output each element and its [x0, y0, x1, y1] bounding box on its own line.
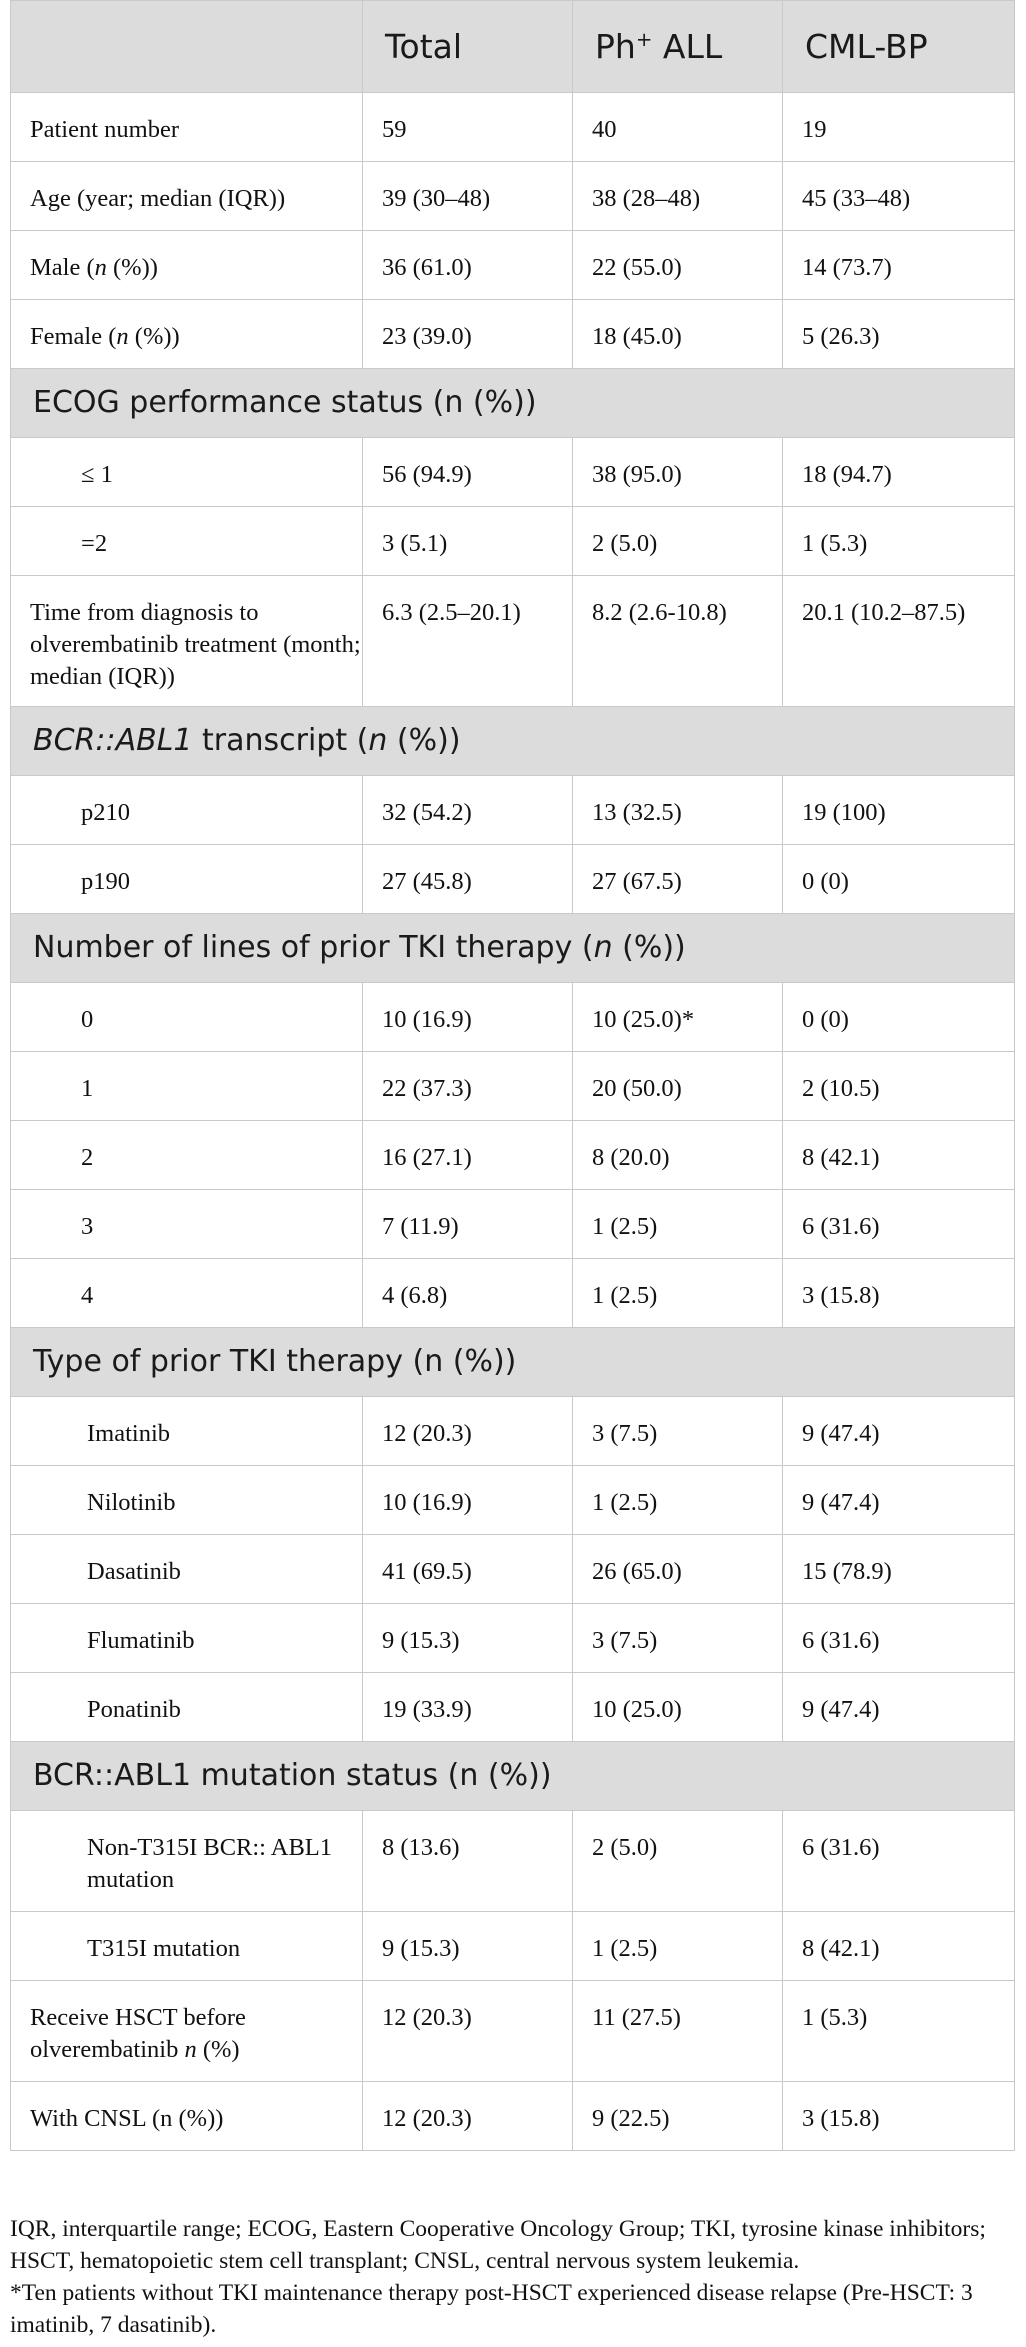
table-row: [11, 1466, 1015, 1535]
cell-ph: 8 (20.0): [573, 1121, 783, 1190]
title-part: transcript (: [192, 723, 369, 758]
header-ph-main: Ph: [595, 27, 636, 66]
cell-ph: 22 (55.0): [573, 231, 783, 300]
cell-cml: 6 (31.6): [783, 1190, 1015, 1259]
section-title: [11, 914, 1015, 983]
cell-total: 9 (15.3): [363, 1604, 573, 1673]
cell-total: 12 (20.3): [363, 2082, 573, 2151]
cell-ph: 3 (7.5): [573, 1397, 783, 1466]
cell-total: 23 (39.0): [363, 300, 573, 369]
cell-total: 3 (5.1): [363, 507, 573, 576]
table-container: [10, 0, 1016, 2151]
row-label: 2: [11, 1121, 363, 1190]
section-title: Type of prior TKI therapy (n (%)): [11, 1328, 1015, 1397]
section-title: ECOG performance status (n (%)): [11, 369, 1015, 438]
cell-cml: 9 (47.4): [783, 1466, 1015, 1535]
label-italic: n: [184, 2036, 197, 2063]
table-row: [11, 1121, 1015, 1190]
cell-cml: 3 (15.8): [783, 2082, 1015, 2151]
cell-total: 16 (27.1): [363, 1121, 573, 1190]
label-part: (%)): [128, 323, 180, 350]
cell-cml: 14 (73.7): [783, 231, 1015, 300]
row-label: Time from diagnosis to olverembatinib treatment (month; median (IQR)): [11, 576, 363, 707]
row-label: Ponatinib: [11, 1673, 363, 1742]
cell-ph: 38 (28–48): [573, 162, 783, 231]
cell-ph: 1 (2.5): [573, 1190, 783, 1259]
cell-total: 7 (11.9): [363, 1190, 573, 1259]
cell-cml: 6 (31.6): [783, 1604, 1015, 1673]
cell-total: 41 (69.5): [363, 1535, 573, 1604]
table-row: [11, 93, 1015, 162]
cell-total: 6.3 (2.5–20.1): [363, 576, 573, 707]
cell-total: 12 (20.3): [363, 1397, 573, 1466]
header-ph-sup: +: [635, 28, 653, 51]
table-row: [11, 1397, 1015, 1466]
row-label: =2: [11, 507, 363, 576]
label-italic: n: [116, 323, 129, 350]
section-header-lines: [11, 914, 1015, 983]
cell-ph: 10 (25.0): [573, 1673, 783, 1742]
cell-total: 10 (16.9): [363, 983, 573, 1052]
table-row: [11, 231, 1015, 300]
row-label: 1: [11, 1052, 363, 1121]
cell-ph: 9 (22.5): [573, 2082, 783, 2151]
title-italic: BCR::ABL1: [33, 723, 193, 758]
cell-cml: 9 (47.4): [783, 1673, 1015, 1742]
cell-total: 39 (30–48): [363, 162, 573, 231]
section-header-mutation: [11, 1742, 1015, 1811]
footnote-asterisk: *Ten patients without TKI maintenance therapy post-HSCT experienced disease relapse (Pre-HSCT: 3 imatinib, 7 dasatinib).: [10, 2280, 973, 2338]
label-part: Receive HSCT before olverembatinib: [30, 2004, 246, 2063]
label-part: (%)): [106, 254, 158, 281]
title-part: (%)): [612, 930, 686, 965]
cell-ph: 1 (2.5): [573, 1466, 783, 1535]
title-italic: n: [368, 723, 388, 758]
table-row: [11, 1673, 1015, 1742]
cell-total: 9 (15.3): [363, 1912, 573, 1981]
cell-ph: 20 (50.0): [573, 1052, 783, 1121]
row-label: Dasatinib: [11, 1535, 363, 1604]
cell-cml: 20.1 (10.2–87.5): [783, 576, 1015, 707]
cell-cml: 1 (5.3): [783, 1981, 1015, 2082]
cell-ph: 11 (27.5): [573, 1981, 783, 2082]
row-label: 0: [11, 983, 363, 1052]
row-label: [11, 1981, 363, 2082]
section-header-transcript: [11, 707, 1015, 776]
label-part: Male (: [30, 254, 95, 281]
cell-cml: 19 (100): [783, 776, 1015, 845]
cell-total: 8 (13.6): [363, 1811, 573, 1912]
table-row: [11, 507, 1015, 576]
label-part: (%): [196, 2036, 240, 2063]
header-ph-all: [573, 1, 783, 93]
table-row: [11, 300, 1015, 369]
title-part: Number of lines of prior TKI therapy (: [33, 930, 594, 965]
header-row: [11, 1, 1015, 93]
cell-cml: 45 (33–48): [783, 162, 1015, 231]
cell-cml: 9 (47.4): [783, 1397, 1015, 1466]
section-header-type: [11, 1328, 1015, 1397]
cell-cml: 3 (15.8): [783, 1259, 1015, 1328]
cell-ph: 1 (2.5): [573, 1912, 783, 1981]
cell-ph: 27 (67.5): [573, 845, 783, 914]
header-cml-bp: CML-BP: [783, 1, 1015, 93]
row-label: Non-T315I BCR:: ABL1 mutation: [11, 1811, 363, 1912]
cell-total: 27 (45.8): [363, 845, 573, 914]
cell-cml: 1 (5.3): [783, 507, 1015, 576]
cell-total: 10 (16.9): [363, 1466, 573, 1535]
cell-cml: 18 (94.7): [783, 438, 1015, 507]
row-label: T315I mutation: [11, 1912, 363, 1981]
table-row: [11, 1981, 1015, 2082]
header-blank-cell: [11, 1, 363, 93]
table-row: [11, 1190, 1015, 1259]
cell-total: 19 (33.9): [363, 1673, 573, 1742]
cell-cml: 8 (42.1): [783, 1121, 1015, 1190]
cell-ph: 1 (2.5): [573, 1259, 783, 1328]
cell-total: 22 (37.3): [363, 1052, 573, 1121]
row-label: [11, 231, 363, 300]
row-label: p210: [11, 776, 363, 845]
row-label: 4: [11, 1259, 363, 1328]
cell-cml: 2 (10.5): [783, 1052, 1015, 1121]
footnote-abbreviations: IQR, interquartile range; ECOG, Eastern Cooperative Oncology Group; TKI, tyrosine kinase inhibitors; HSCT, hematopoietic stem cell transplant; CNSL, central nervous system leukemia.: [10, 2216, 986, 2274]
cell-total: 12 (20.3): [363, 1981, 573, 2082]
cell-cml: 0 (0): [783, 845, 1015, 914]
cell-cml: 6 (31.6): [783, 1811, 1015, 1912]
header-total: Total: [363, 1, 573, 93]
label-italic: n: [94, 254, 107, 281]
patient-characteristics-table: [10, 0, 1015, 2151]
table-row: [11, 1604, 1015, 1673]
cell-ph: 10 (25.0)*: [573, 983, 783, 1052]
cell-ph: 2 (5.0): [573, 507, 783, 576]
table-row: [11, 983, 1015, 1052]
cell-cml: 8 (42.1): [783, 1912, 1015, 1981]
row-label: Flumatinib: [11, 1604, 363, 1673]
cell-ph: 26 (65.0): [573, 1535, 783, 1604]
table-row: [11, 1811, 1015, 1912]
cell-ph: 2 (5.0): [573, 1811, 783, 1912]
label-part: Female (: [30, 323, 117, 350]
row-label: ≤ 1: [11, 438, 363, 507]
row-label: Age (year; median (IQR)): [11, 162, 363, 231]
row-label: With CNSL (n (%)): [11, 2082, 363, 2151]
cell-ph: 40: [573, 93, 783, 162]
row-label: [11, 300, 363, 369]
table-row: [11, 1259, 1015, 1328]
table-row: [11, 162, 1015, 231]
table-row: [11, 1052, 1015, 1121]
cell-ph: 38 (95.0): [573, 438, 783, 507]
cell-total: 36 (61.0): [363, 231, 573, 300]
cell-cml: 19: [783, 93, 1015, 162]
table-row: [11, 438, 1015, 507]
section-header-ecog: [11, 369, 1015, 438]
cell-total: 56 (94.9): [363, 438, 573, 507]
cell-ph: 13 (32.5): [573, 776, 783, 845]
table-row: [11, 1912, 1015, 1981]
title-italic: n: [593, 930, 613, 965]
cell-cml: 5 (26.3): [783, 300, 1015, 369]
cell-ph: 3 (7.5): [573, 1604, 783, 1673]
cell-total: 59: [363, 93, 573, 162]
row-label: 3: [11, 1190, 363, 1259]
header-ph-rest: ALL: [652, 27, 723, 66]
table-row: [11, 845, 1015, 914]
row-label: Nilotinib: [11, 1466, 363, 1535]
table-row: [11, 1535, 1015, 1604]
row-label: Patient number: [11, 93, 363, 162]
cell-cml: 0 (0): [783, 983, 1015, 1052]
cell-ph: 18 (45.0): [573, 300, 783, 369]
table-row: [11, 576, 1015, 707]
cell-cml: 15 (78.9): [783, 1535, 1015, 1604]
table-footnote: [10, 2213, 1016, 2341]
section-title: BCR::ABL1 mutation status (n (%)): [11, 1742, 1015, 1811]
row-label: Imatinib: [11, 1397, 363, 1466]
table-row: [11, 776, 1015, 845]
table-row: [11, 2082, 1015, 2151]
section-title: [11, 707, 1015, 776]
cell-total: 32 (54.2): [363, 776, 573, 845]
cell-total: 4 (6.8): [363, 1259, 573, 1328]
row-label: p190: [11, 845, 363, 914]
cell-ph: 8.2 (2.6-10.8): [573, 576, 783, 707]
title-part: (%)): [387, 723, 461, 758]
